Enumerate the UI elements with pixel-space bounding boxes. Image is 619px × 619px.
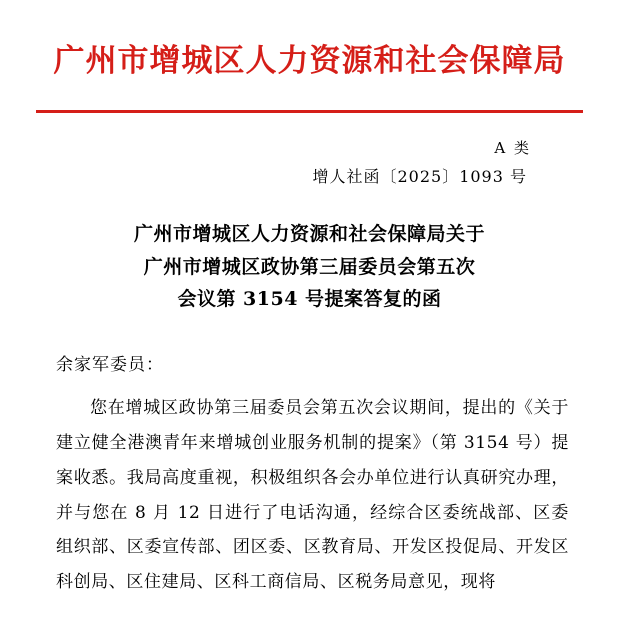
document-number: 增人社函〔2025〕1093 号 bbox=[312, 166, 527, 186]
body-paragraph-1: 您在增城区政协第三届委员会第五次会议期间，提出的《关于建立健全港澳青年来增城创业服务机制的提案》（第 3154 号）提案收悉。我局高度重视，积极组织各会办单位进行认真研究办理，并与您在 8 月 12 日进行了电话沟通，经综合区委统战部、区委组织部、区委宣传部、团区委、区教育局、开发区投促局、开发区科创局、区住建局、区科工商信局、区税务局意见，现将 bbox=[56, 398, 569, 593]
document-title bbox=[36, 218, 583, 316]
salutation: 余家军委员： bbox=[56, 355, 164, 376]
document-meta bbox=[36, 135, 583, 192]
document-class-label: A 类 bbox=[494, 138, 531, 157]
document-title-line-2: 广州市增城区政协第三届委员会第五次 bbox=[143, 255, 476, 278]
document-body bbox=[36, 391, 583, 600]
document-title-line-1: 广州市增城区人力资源和社会保障局关于 bbox=[133, 223, 485, 246]
issuing-authority-title: 广州市增城区人力资源和社会保障局 bbox=[53, 43, 566, 79]
masthead-red-rule bbox=[36, 110, 583, 113]
document-masthead bbox=[36, 0, 583, 113]
document-title-line-3: 会议第 3154 号提案答复的函 bbox=[177, 288, 442, 311]
